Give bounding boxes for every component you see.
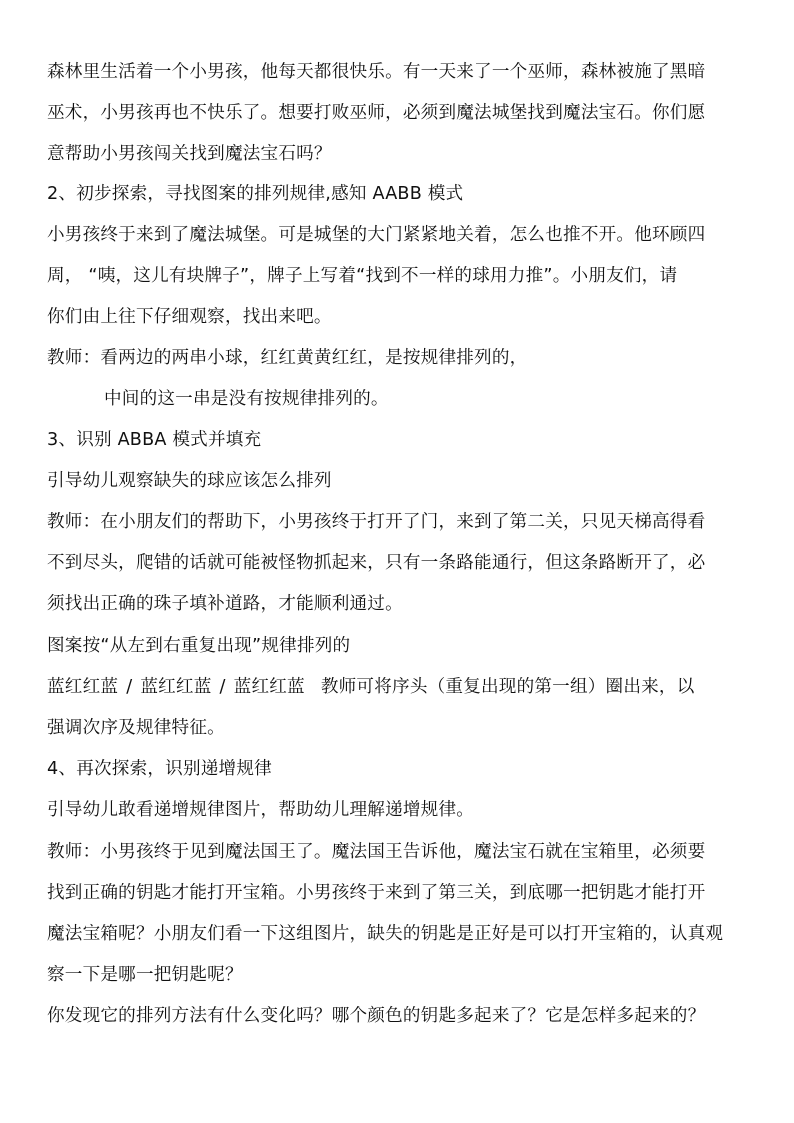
section-4-teacher-line-4: 察一下是哪一把钥匙呢？	[47, 965, 243, 985]
section-4-teacher-line-1: 教师：小男孩终于见到魔法国王了。魔法国王告诉他，魔法宝石就在宝箱里，必须要	[47, 842, 706, 862]
section-3-teacher-line-2: 不到尽头，爬错的话就可能被怪物抓起来，只有一条路能通行，但这条路断开了，必	[47, 553, 706, 573]
section-2-paragraph-line-2: 周， “咦，这儿有块牌子”，牌子上写着“找到不一样的球用力推”。小朋友们，请	[47, 266, 678, 286]
pattern-group-3: 蓝红红蓝	[233, 677, 305, 697]
section-3-teacher-line-1: 教师：在小朋友们的帮助下，小男孩终于打开了门，来到了第二关，只见天梯高得看	[47, 512, 706, 532]
section-4-teacher-line-3: 魔法宝箱呢？小朋友们看一下这组图片，缺失的钥匙是正好是可以打开宝箱的，认真观	[47, 924, 724, 944]
pattern-note-continued: 强调次序及规律特征。	[47, 718, 225, 738]
section-3-heading: 3、识别 ABBA 模式并填充	[47, 430, 262, 450]
pattern-group-2: 蓝红红蓝	[140, 677, 212, 697]
pattern-separator-1: /	[126, 677, 133, 697]
section-2-paragraph-line-1: 小男孩终于来到了魔法城堡。可是城堡的大门紧紧地关着，怎么也推不开。他环顾四	[47, 225, 706, 245]
section-4-guide: 引导幼儿敢看递增规律图片，帮助幼儿理解递增规律。	[47, 800, 475, 820]
section-3-guide: 引导幼儿观察缺失的球应该怎么排列	[47, 471, 332, 491]
section-2-paragraph-line-3: 你们由上往下仔细观察，找出来吧。	[47, 307, 332, 327]
section-4-teacher-line-2: 找到正确的钥匙才能打开宝箱。小男孩终于来到了第三关，到底哪一把钥匙才能打开	[47, 883, 706, 903]
section-3-teacher-line-3: 须找出正确的珠子填补道路，才能顺利通过。	[47, 594, 403, 614]
section-3-rule: 图案按“从左到右重复出现”规律排列的	[47, 636, 351, 656]
intro-line-2: 巫术，小男孩再也不快乐了。想要打败巫师，必须到魔法城堡找到魔法宝石。你们愿	[47, 103, 706, 123]
pattern-note: 教师可将序头（重复出现的第一组）圈出来，以	[320, 677, 695, 697]
pattern-sequence-line	[47, 675, 747, 699]
pattern-group-1: 蓝红红蓝	[47, 677, 119, 697]
pattern-separator-2: /	[219, 677, 226, 697]
intro-line-3: 意帮助小男孩闯关找到魔法宝石吗？	[47, 144, 332, 164]
intro-line-1: 森林里生活着一个小男孩，他每天都很快乐。有一天来了一个巫师，森林被施了黑暗	[47, 62, 706, 82]
section-2-heading: 2、初步探索，寻找图案的排列规律,感知 AABB 模式	[47, 184, 464, 204]
section-4-heading: 4、再次探索，识别递增规律	[47, 759, 272, 779]
section-4-question: 你发现它的排列方法有什么变化吗？哪个颜色的钥匙多起来了？它是怎样多起来的？	[47, 1006, 706, 1026]
section-2-teacher-line-1: 教师：看两边的两串小球，红红黄黄红红，是按规律排列的，	[47, 348, 528, 368]
section-2-teacher-line-2: 中间的这一串是没有按规律排列的。	[104, 389, 389, 409]
